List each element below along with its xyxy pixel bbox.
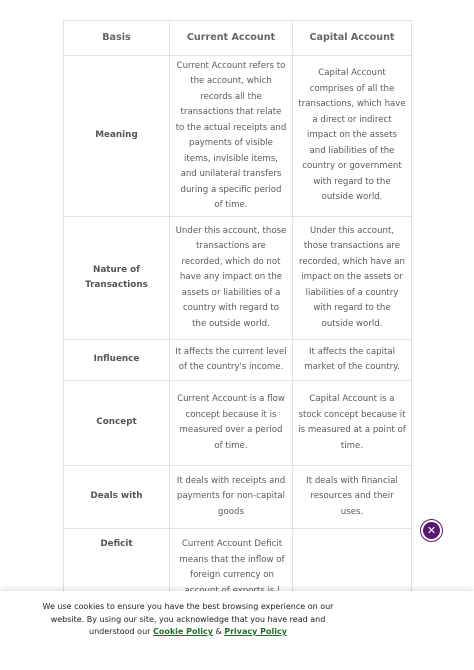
row-capital: Capital Account comprises of all the transactions, which have a direct or indirect impact on the assets and liabilities of the country or government with regard to the outside world.	[293, 56, 412, 217]
row-capital: Capital Account is a stock concept because it is measured at a point of time.	[293, 381, 412, 466]
header-basis: Basis	[64, 21, 170, 56]
table-row	[64, 217, 412, 340]
row-capital: Under this account, those transactions are recorded, which have an impact on the assets or liabilities of a country with regard to the outside world.	[293, 217, 412, 340]
table-row	[64, 466, 412, 529]
row-basis: Meaning	[64, 56, 170, 217]
privacy-policy-link[interactable]: Privacy Policy	[224, 627, 287, 636]
row-current: Current Account refers to the account, which records all the transactions that relate to the actual receipts and payments of visible items, invisible items, and unilateral transfers during a specific period of time.	[170, 56, 293, 217]
row-basis: Deals with	[64, 466, 170, 529]
row-basis: Deficit	[64, 529, 170, 616]
table-row	[64, 340, 412, 381]
row-current-text: Current Account Deficit means that the inflow of foreign currency on	[179, 539, 285, 580]
header-capital-account: Capital Account	[293, 21, 412, 56]
table-row	[64, 381, 412, 466]
close-icon[interactable]: ✕	[421, 520, 442, 541]
cookie-message: We use cookies to ensure you have the best browsing experience on our website. By using our site, you acknowledge that you have read and understood our	[42, 602, 334, 636]
row-basis: Influence	[64, 340, 170, 381]
row-current: Under this account, those transactions are recorded, which do not have any impact on the assets or liabilities of a country with regard to the outside world.	[170, 217, 293, 340]
comparison-table	[63, 20, 412, 616]
row-current: It affects the current level of the country's income.	[170, 340, 293, 381]
cookie-amp: &	[212, 627, 225, 636]
row-capital: It deals with financial resources and their uses.	[293, 466, 412, 529]
cookie-text	[38, 601, 338, 639]
table-header-row	[64, 21, 412, 56]
table-row	[64, 56, 412, 217]
row-capital: It affects the capital market of the country.	[293, 340, 412, 381]
row-current: It deals with receipts and payments for non-capital goods	[170, 466, 293, 529]
row-basis: Nature of Transactions	[64, 217, 170, 340]
row-current: Current Account is a flow concept because it is measured over a period of time.	[170, 381, 293, 466]
cookie-policy-link[interactable]: Cookie Policy	[152, 627, 213, 636]
cookie-banner	[0, 591, 474, 670]
header-current-account: Current Account	[170, 21, 293, 56]
row-basis: Concept	[64, 381, 170, 466]
